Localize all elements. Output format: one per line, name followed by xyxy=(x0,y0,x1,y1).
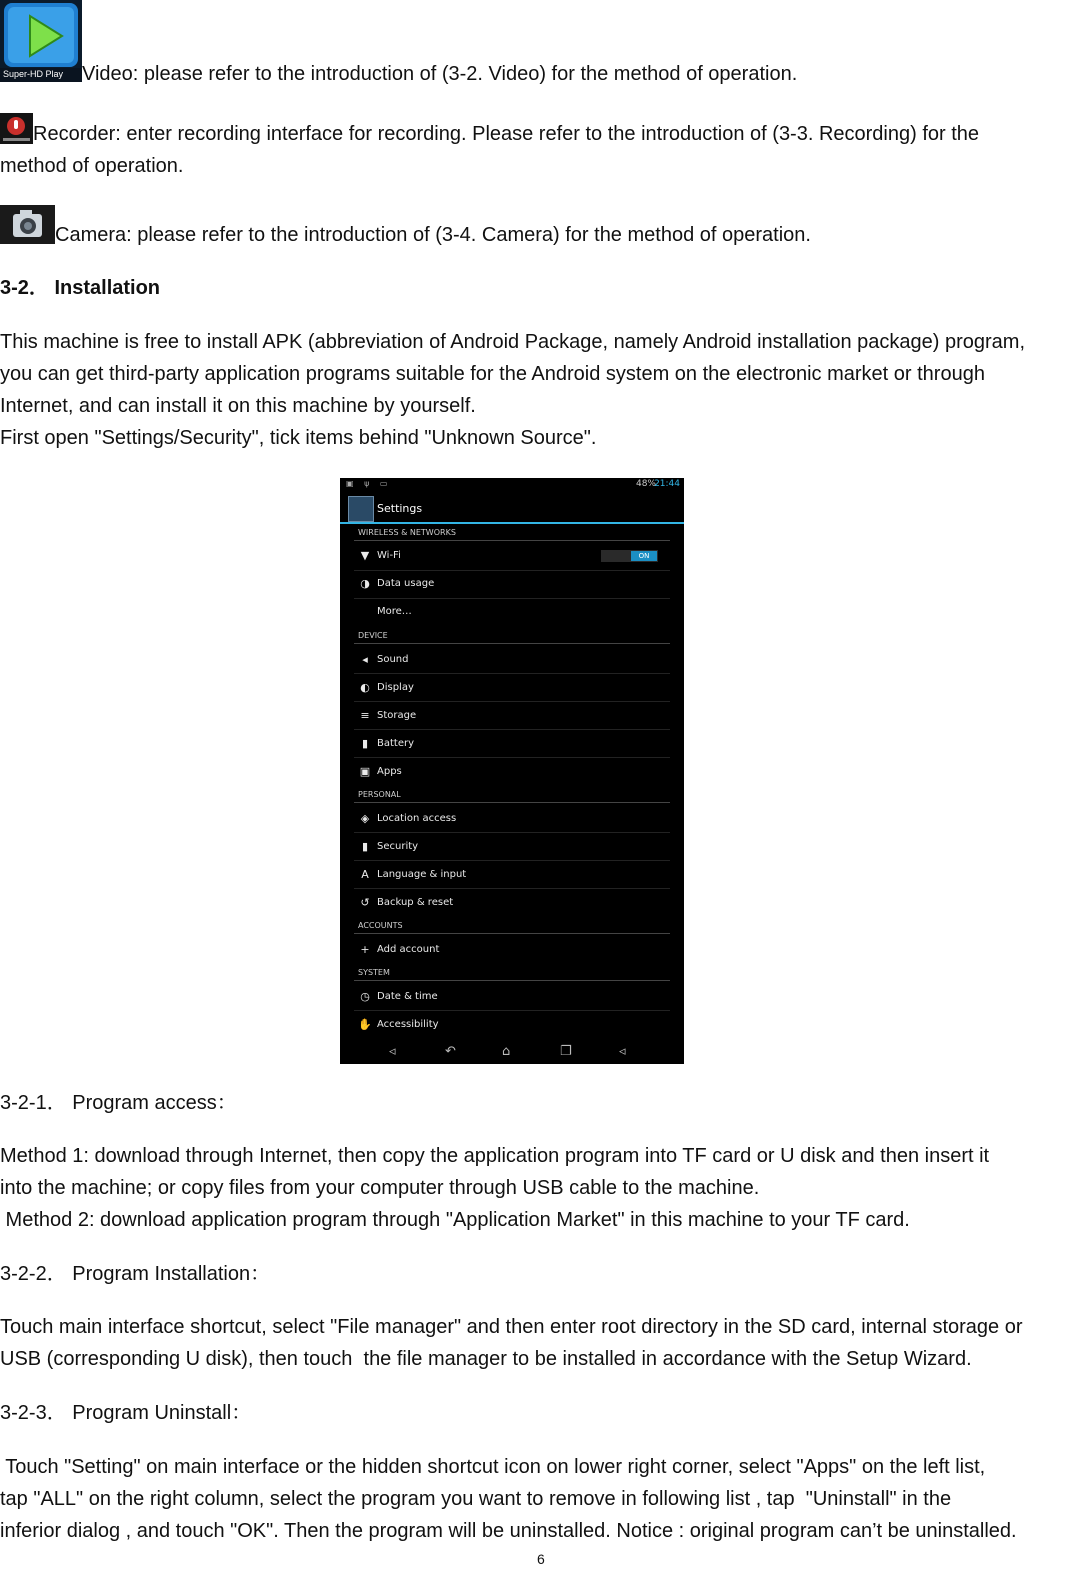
paragraph-line: Touch "Setting" on main interface or the hidden shortcut icon on lower right corner, select "Apps" on the left list, xyxy=(0,1456,986,1478)
settings-item-label: Display xyxy=(377,682,414,693)
row-divider xyxy=(354,701,670,702)
display-icon: ◐ xyxy=(360,681,370,694)
volume-up-icon[interactable]: ◃ xyxy=(619,1044,626,1059)
header-rule xyxy=(354,802,670,803)
settings-item-label: Storage xyxy=(377,710,417,721)
screen-title: Settings xyxy=(377,502,423,515)
paragraph-line: Internet, and can install it on this machine by yourself. xyxy=(0,395,476,417)
settings-item-label: Date & time xyxy=(377,991,438,1002)
backup-icon: ↺ xyxy=(360,896,370,909)
settings-item-label: Backup & reset xyxy=(377,897,454,908)
row-divider xyxy=(354,832,670,833)
settings-app-icon xyxy=(348,496,374,522)
notification-icons: ▣ ψ ▭ xyxy=(346,479,392,488)
paragraph-line: Touch main interface shortcut, select "File manager" and then enter root directory in the SD card, internal storage or xyxy=(0,1316,1023,1338)
header-rule xyxy=(354,643,670,644)
paragraph-line: This machine is free to install APK (abbreviation of Android Package, namely Android installation package) program, xyxy=(0,331,1025,353)
settings-item-label: Wi-Fi xyxy=(377,550,401,561)
settings-item-label: Add account xyxy=(377,944,440,955)
recent-apps-icon[interactable]: ❐ xyxy=(560,1044,572,1059)
paragraph-line: First open "Settings/Security", tick items behind "Unknown Source". xyxy=(0,427,597,449)
recorder-description: Recorder: enter recording interface for recording. Please refer to the introduction of (3-3. Recording) for the xyxy=(33,123,980,145)
settings-screenshot xyxy=(340,478,684,1064)
back-icon[interactable]: ↶ xyxy=(445,1044,456,1059)
settings-item-label: More… xyxy=(377,606,412,617)
battery-level: 48% xyxy=(635,479,656,489)
header-rule xyxy=(354,540,670,541)
subsection-heading-program-installation: 3-2-2． Program Installation： xyxy=(0,1263,271,1285)
row-divider xyxy=(354,757,670,758)
settings-item-label: Location access xyxy=(377,813,457,824)
paragraph-line: inferior dialog , and touch "OK". Then the program will be uninstalled. Notice : original program can’t be uninstalled. xyxy=(0,1520,1017,1542)
battery-icon: ▮ xyxy=(361,737,369,750)
paragraph-line: into the machine; or copy files from your computer through USB cable to the machine. xyxy=(0,1177,760,1199)
apps-icon: ▣ xyxy=(359,765,371,778)
row-divider xyxy=(354,860,670,861)
recorder-description-cont: method of operation. xyxy=(0,155,184,177)
home-icon[interactable]: ⌂ xyxy=(502,1044,511,1059)
action-bar-divider xyxy=(340,522,684,524)
row-divider xyxy=(354,1010,670,1011)
paragraph-line: Method 2: download application program through "Application Market" in this machine to your TF card. xyxy=(0,1209,910,1231)
settings-item-label: Sound xyxy=(377,654,409,665)
section-header-device: DEVICE xyxy=(358,631,388,640)
section-header-wireless: WIRELESS & NETWORKS xyxy=(358,528,456,537)
clock-icon: ◷ xyxy=(360,990,370,1003)
row-divider xyxy=(354,729,670,730)
add-icon: + xyxy=(360,943,370,956)
row-divider xyxy=(354,598,670,599)
paragraph-line: tap "ALL" on the right column, select the program you want to remove in following list , tap "Uninstall" in the xyxy=(0,1488,952,1510)
paragraph-line: USB (corresponding U disk), then touch the file manager to be installed in accordance with the Setup Wizard. xyxy=(0,1348,972,1370)
location-icon: ◈ xyxy=(360,812,370,825)
row-divider xyxy=(354,888,670,889)
super-hd-play-caption: Super-HD Play xyxy=(3,69,64,79)
page-number: 6 xyxy=(537,1551,545,1567)
settings-item-label: Data usage xyxy=(377,578,435,589)
row-divider xyxy=(354,673,670,674)
paragraph-line: Method 1: download through Internet, then copy the application program into TF card or U disk and then insert it xyxy=(0,1145,990,1167)
paragraph-line: you can get third-party application programs suitable for the Android system on the electronic market or through xyxy=(0,363,985,385)
subsection-heading-program-uninstall: 3-2-3． Program Uninstall： xyxy=(0,1402,252,1424)
subsection-heading-program-access: 3-2-1． Program access： xyxy=(0,1092,237,1114)
lock-icon: ▮ xyxy=(361,840,369,853)
settings-item-label: Apps xyxy=(377,766,402,777)
data-usage-icon: ◑ xyxy=(360,577,370,590)
section-header-personal: PERSONAL xyxy=(358,790,401,799)
wifi-icon: ▼ xyxy=(360,549,370,562)
row-divider xyxy=(354,570,670,571)
language-icon: A xyxy=(361,868,369,881)
wifi-toggle-on-label[interactable]: ON xyxy=(631,551,657,561)
section-heading-installation: 3-2． Installation xyxy=(0,277,161,299)
settings-item-label: Accessibility xyxy=(377,1019,439,1030)
header-rule xyxy=(354,980,670,981)
video-description: Video: please refer to the introduction of (3-2. Video) for the method of operation. xyxy=(82,63,798,85)
action-bar xyxy=(340,492,684,522)
status-time: 21:44 xyxy=(654,479,680,489)
camera-icon xyxy=(0,205,55,244)
sound-recorder-icon xyxy=(0,113,33,144)
settings-item-label: Battery xyxy=(377,738,415,749)
section-header-system: SYSTEM xyxy=(358,968,390,977)
section-header-accounts: ACCOUNTS xyxy=(358,921,403,930)
volume-down-icon[interactable]: ◃ xyxy=(389,1044,396,1059)
settings-item-label: Language & input xyxy=(377,869,467,880)
settings-item-label: Security xyxy=(377,841,419,852)
storage-icon: ≡ xyxy=(360,709,370,722)
status-bar xyxy=(340,478,684,492)
super-hd-play-icon xyxy=(0,0,82,82)
sound-icon: ◂ xyxy=(362,653,368,666)
hand-icon: ✋ xyxy=(358,1018,372,1031)
header-rule xyxy=(354,933,670,934)
camera-description: Camera: please refer to the introduction of (3-4. Camera) for the method of operation. xyxy=(55,224,811,246)
